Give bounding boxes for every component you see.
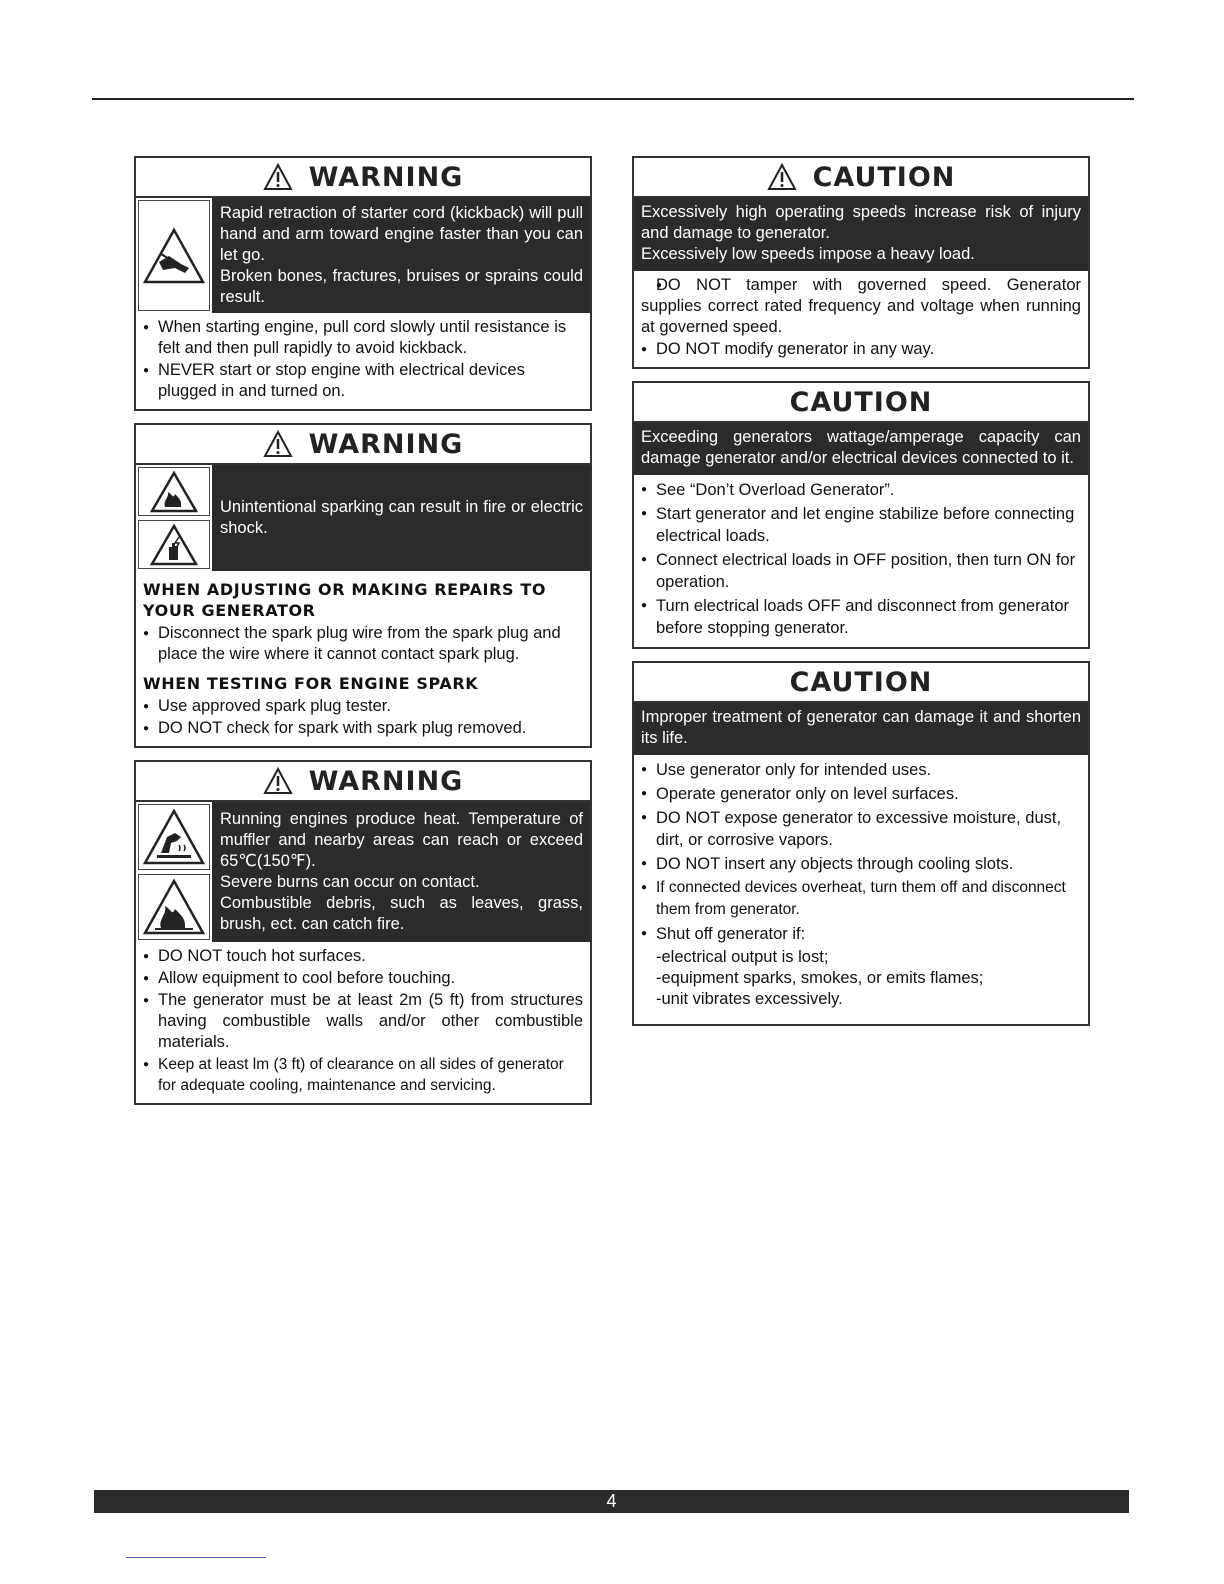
warning-title: WARNING	[136, 158, 590, 198]
pictogram-column	[136, 802, 212, 942]
alert-triangle-icon	[263, 767, 293, 795]
section-subheading: WHEN TESTING FOR ENGINE SPARK	[143, 674, 479, 693]
left-column	[134, 156, 592, 1117]
warning-heat-box	[134, 760, 592, 1105]
warning-sparking-box	[134, 423, 592, 748]
list-item: ● Use approved spark plug tester.	[143, 696, 583, 717]
caution-instructions	[634, 475, 1088, 647]
warning-title: WARNING	[136, 762, 590, 802]
caution-band: Exceeding generators wattage/amperage capacity can damage generator and/or electrical devices connected to it.	[634, 423, 1088, 475]
alert-triangle-icon	[263, 163, 293, 191]
warning-band	[136, 802, 590, 942]
list-item: ● DO NOT check for spark with spark plug removed.	[143, 718, 583, 739]
caution-instructions	[634, 755, 1088, 1024]
warning-band-text: Running engines produce heat. Temperature of muffler and nearby areas can reach or exceed 65℃(150℉). Severe burns can occur on contact. Combustible debris, such as leaves, grass, brush, ect. can catch fire.	[220, 810, 583, 933]
caution-title: CAUTION	[634, 383, 1088, 423]
list-item: ● DO NOT modify generator in any way.	[641, 339, 1081, 360]
list-item: ● Start generator and let engine stabilize before connecting electrical loads.	[641, 503, 1081, 547]
hot-surface-icon	[138, 804, 210, 870]
list-item: ● Keep at least lm (3 ft) of clearance on all sides of generator for adequate cooling, maintenance and servicing.	[143, 1054, 583, 1096]
list-item: ● The generator must be at least 2m (5 ft) from structures having combustible walls and/or other combustible materials.	[143, 990, 583, 1053]
list-item: ● NEVER start or stop engine with electrical devices plugged in and turned on.	[143, 360, 583, 402]
caution-band: Improper treatment of generator can damage it and shorten its life.	[634, 703, 1088, 755]
sub-condition: -electrical output is lost;	[656, 948, 829, 966]
alert-triangle-icon	[767, 163, 797, 191]
kickback-hand-icon	[138, 200, 210, 311]
list-item: ● DO NOT touch hot surfaces.	[143, 946, 583, 967]
caution-instructions	[634, 271, 1088, 367]
list-item: ● Disconnect the spark plug wire from the spark plug and place the wire where it cannot contact spark plug.	[143, 623, 583, 665]
warning-band	[136, 198, 590, 313]
list-item: ● DO NOT tamper with governed speed. Generator supplies correct rated frequency and voltage when running at governed speed.	[641, 275, 1081, 338]
sub-condition: -equipment sparks, smokes, or emits flames;	[656, 969, 984, 987]
list-item: ● If connected devices overheat, turn them off and disconnect them from generator.	[641, 877, 1081, 921]
electric-shock-icon	[138, 520, 210, 569]
caution-speed-box	[632, 156, 1090, 369]
pictogram-column	[136, 198, 212, 313]
warning-title: WARNING	[136, 425, 590, 465]
list-item: ● Use generator only for intended uses.	[641, 759, 1081, 781]
warning-band	[136, 465, 590, 571]
fire-icon	[138, 874, 210, 940]
list-item: ● See “Don’t Overload Generator”.	[641, 479, 1081, 501]
fire-icon	[138, 467, 210, 516]
warning-instructions	[136, 942, 590, 1103]
list-item: ● Shut off generator if:	[641, 923, 1081, 945]
caution-title: CAUTION	[634, 663, 1088, 703]
list-item: ● DO NOT insert any objects through cooling slots.	[641, 853, 1081, 875]
sub-condition: -unit vibrates excessively.	[656, 990, 843, 1008]
section-subheading: WHEN ADJUSTING OR MAKING REPAIRS TO YOUR GENERATOR	[143, 580, 547, 620]
page-number: 4	[606, 1491, 617, 1511]
list-item: ● Allow equipment to cool before touching.	[143, 968, 583, 989]
caution-overload-box	[632, 381, 1090, 649]
list-item: ● Turn electrical loads OFF and disconnect from generator before stopping generator.	[641, 595, 1081, 639]
warning-kickback-box	[134, 156, 592, 411]
list-item: ● Operate generator only on level surfaces.	[641, 783, 1081, 805]
list-item: ● Connect electrical loads in OFF position, then turn ON for operation.	[641, 549, 1081, 593]
warning-band-text: Unintentional sparking can result in fire or electric shock.	[220, 498, 583, 537]
footer-underline	[126, 1557, 266, 1558]
right-column	[632, 156, 1090, 1038]
caution-title: CAUTION	[634, 158, 1088, 198]
warning-band-text: Rapid retraction of starter cord (kickback) will pull hand and arm toward engine faster than you can let go. Broken bones, fractures, bruises or sprains could result.	[220, 204, 583, 306]
footer-page-bar	[94, 1490, 1129, 1513]
header-rule	[92, 98, 1134, 100]
list-item: ● DO NOT expose generator to excessive moisture, dust, dirt, or corrosive vapors.	[641, 807, 1081, 851]
alert-triangle-icon	[263, 430, 293, 458]
list-item: ● When starting engine, pull cord slowly until resistance is felt and then pull rapidly to avoid kickback.	[143, 317, 583, 359]
warning-instructions	[136, 571, 590, 746]
caution-treatment-box	[632, 661, 1090, 1026]
caution-band: Excessively high operating speeds increase risk of injury and damage to generator. Excessively low speeds impose a heavy load.	[634, 198, 1088, 271]
pictogram-column	[136, 465, 212, 571]
warning-instructions	[136, 313, 590, 409]
